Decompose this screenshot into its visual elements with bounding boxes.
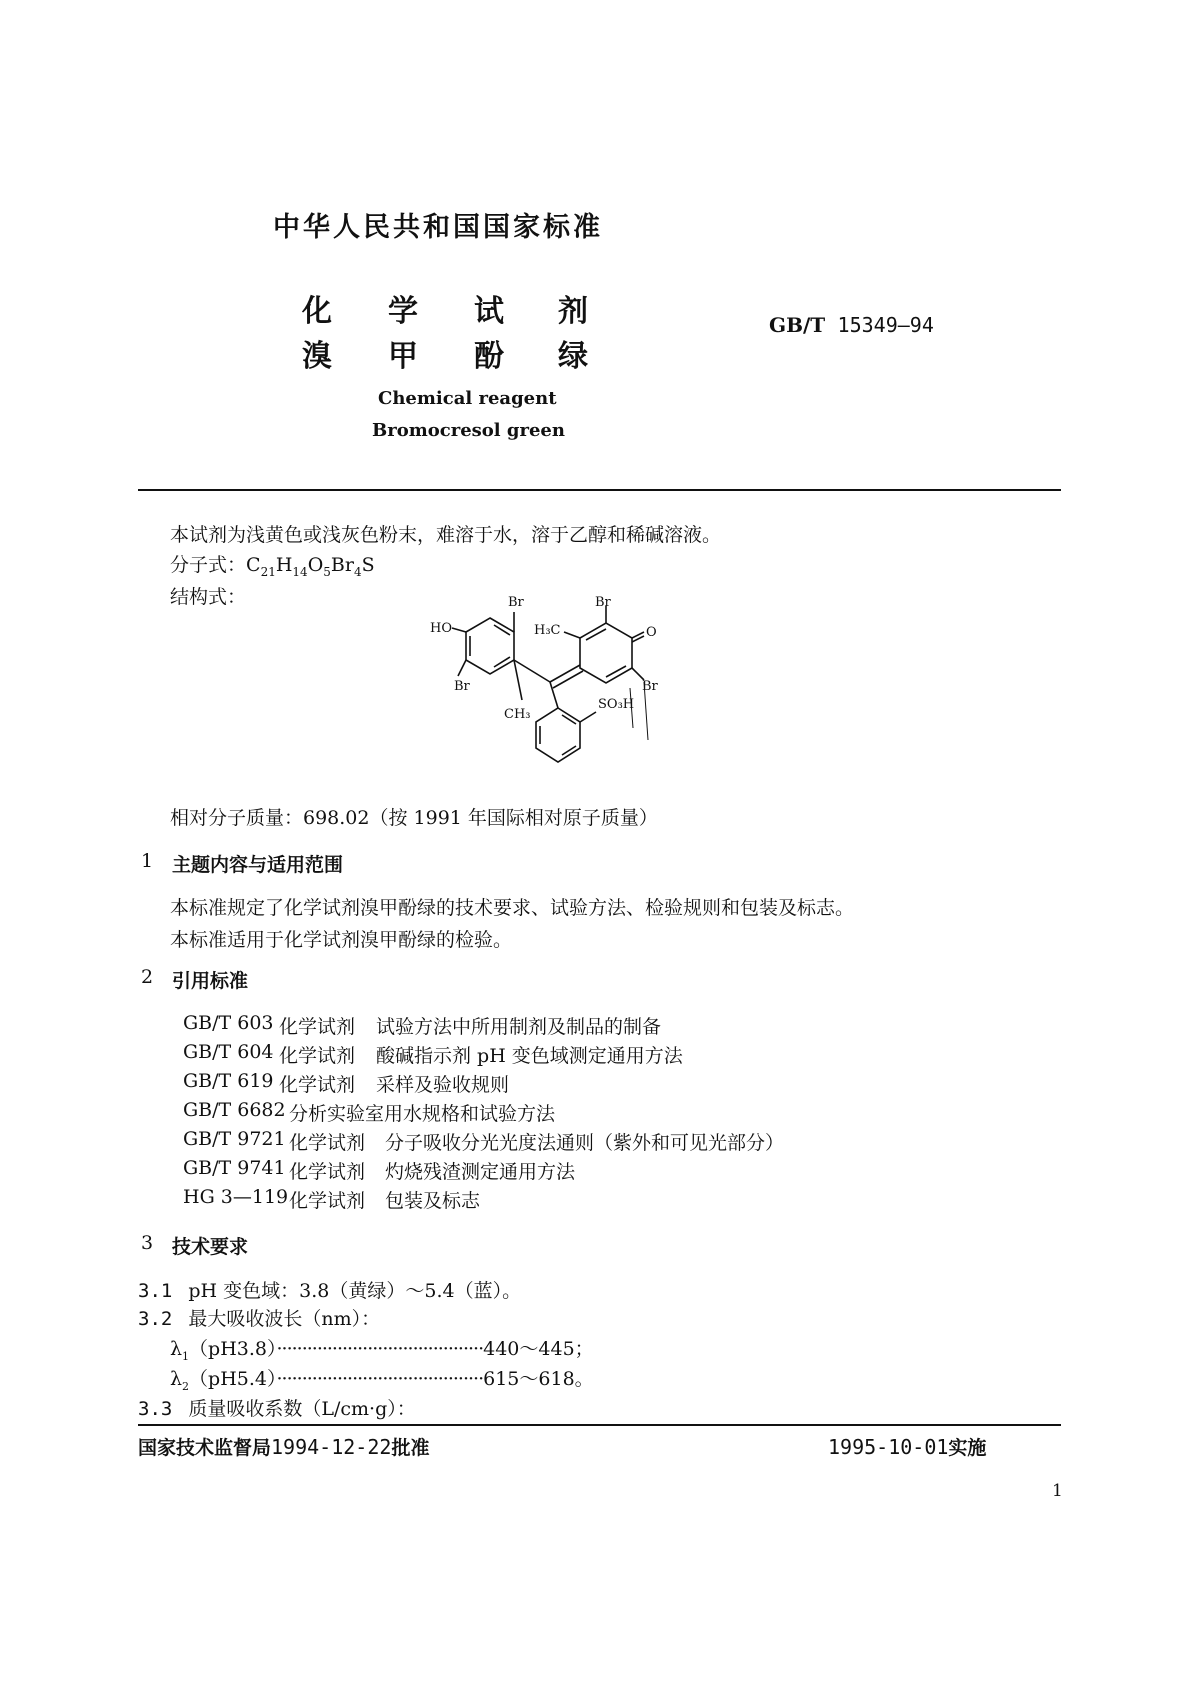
structural-formula-diagram	[430, 590, 690, 780]
lambda-symbol: λ	[170, 1368, 183, 1390]
section-number: 1	[141, 850, 154, 872]
section-number: 2	[141, 966, 154, 988]
clause-3-2	[138, 1304, 380, 1331]
reference-category: 化学试剂	[289, 1132, 366, 1154]
lambda-condition: （pH3.8）	[189, 1338, 277, 1360]
title-char: 试	[474, 294, 504, 329]
reference-code: GB/T 6682	[183, 1099, 286, 1121]
label-br: Br	[508, 595, 524, 610]
reference-category: 化学试剂	[279, 1074, 356, 1096]
lambda-value: 615～618。	[483, 1368, 594, 1390]
lambda-symbol: λ	[170, 1338, 183, 1360]
formula-subscript: 5	[323, 564, 331, 579]
header-divider	[138, 489, 1061, 491]
formula-element: C	[246, 554, 261, 576]
reference-title: 灼烧残渣测定通用方法	[385, 1161, 576, 1183]
clause-text: 最大吸收波长（nm）：	[188, 1308, 381, 1330]
label-so3h: SO₃H	[598, 697, 635, 712]
formula-element: H	[275, 554, 293, 576]
molecular-formula	[170, 550, 375, 579]
approval-date: 1994-12-22	[271, 1435, 392, 1459]
standard-prefix: GB/T	[769, 313, 826, 337]
reference-title: 分析实验室用水规格和试验方法	[289, 1103, 556, 1125]
lambda-1-row	[170, 1334, 594, 1363]
standard-number	[769, 313, 934, 337]
structure-label: 结构式：	[170, 586, 247, 608]
label-o: O	[646, 625, 657, 640]
leader-dots: ·········································	[276, 1338, 484, 1360]
section-title: 技术要求	[172, 1236, 249, 1258]
clause-number: 3.2	[138, 1308, 173, 1330]
formula-element: Br	[330, 554, 354, 576]
footer-divider	[138, 1424, 1061, 1426]
label-br: Br	[642, 679, 658, 694]
relative-molecular-mass: 相对分子质量：698.02（按 1991 年国际相对原子质量）	[170, 807, 658, 829]
title-char: 学	[388, 294, 418, 329]
reference-code: HG 3—119	[183, 1186, 289, 1208]
label-br: Br	[454, 679, 470, 694]
reference-title: 采样及验收规则	[376, 1074, 510, 1096]
clause-number: 3.3	[138, 1398, 173, 1420]
clause-3-1	[138, 1276, 521, 1303]
lambda-subscript: 2	[182, 1379, 190, 1393]
reference-title: 酸碱指示剂 pH 变色域测定通用方法	[376, 1045, 683, 1067]
section-title: 主题内容与适用范围	[172, 854, 344, 876]
reference-title: 试验方法中所用制剂及制品的制备	[376, 1016, 662, 1038]
formula-element: S	[361, 554, 375, 576]
english-title-line1: Chemical reagent	[378, 388, 557, 409]
page-number: 1	[1052, 1481, 1063, 1501]
reference-category: 化学试剂	[289, 1161, 366, 1183]
section-number: 3	[141, 1232, 154, 1254]
section-title: 引用标准	[172, 970, 249, 992]
formula-element: O	[307, 554, 324, 576]
formula-subscript: 14	[292, 564, 308, 579]
reference-category: 化学试剂	[279, 1016, 356, 1038]
implementation-date: 1995-10-01	[828, 1435, 949, 1459]
lambda-value: 440～445；	[483, 1338, 594, 1360]
section-1-para: 本标准适用于化学试剂溴甲酚绿的检验。	[170, 929, 513, 951]
reference-code: GB/T 9741	[183, 1157, 286, 1179]
label-ch3: CH₃	[504, 707, 531, 722]
lambda-2-row	[170, 1364, 594, 1393]
clause-3-3	[138, 1394, 416, 1421]
reference-code: GB/T 9721	[183, 1128, 286, 1150]
section-1-para: 本标准规定了化学试剂溴甲酚绿的技术要求、试验方法、检验规则和包装及标志。	[170, 897, 855, 919]
title-char: 酚	[474, 339, 504, 374]
title-char: 溴	[302, 339, 332, 374]
title-char: 剂	[558, 294, 588, 329]
label-ho: HO	[430, 621, 452, 636]
english-title-line2: Bromocresol green	[372, 420, 565, 441]
reference-title: 包装及标志	[385, 1190, 481, 1212]
issuing-authority: 中华人民共和国国家标准	[273, 212, 603, 243]
standard-code: 15349—94	[837, 313, 934, 337]
reagent-description: 本试剂为浅黄色或浅灰色粉末，难溶于水，溶于乙醇和稀碱溶液。	[170, 524, 722, 546]
lambda-subscript: 1	[182, 1349, 190, 1363]
formula-subscript: 21	[260, 564, 276, 579]
approval-word: 批准	[391, 1437, 430, 1459]
leader-dots: ·········································	[276, 1368, 484, 1390]
reference-code: GB/T 603	[183, 1012, 274, 1034]
reference-category: 化学试剂	[279, 1045, 356, 1067]
reference-category: 化学试剂	[289, 1190, 366, 1212]
reference-title: 分子吸收分光光度法通则（紫外和可见光部分）	[385, 1132, 785, 1154]
approval-statement	[138, 1433, 429, 1460]
approval-org: 国家技术监督局	[138, 1437, 272, 1459]
label-h3c: H₃C	[534, 623, 561, 638]
implementation-statement	[828, 1433, 986, 1460]
lambda-condition: （pH5.4）	[189, 1368, 277, 1390]
reference-code: GB/T 604	[183, 1041, 274, 1063]
reference-code: GB/T 619	[183, 1070, 274, 1092]
clause-text: 质量吸收系数（L/cm·g）：	[188, 1398, 416, 1420]
clause-number: 3.1	[138, 1280, 173, 1302]
label-br: Br	[595, 595, 611, 610]
title-char: 绿	[558, 339, 588, 374]
implementation-word: 实施	[948, 1437, 987, 1459]
formula-subscript: 4	[353, 564, 362, 579]
clause-text: pH 变色域：3.8（黄绿）～5.4（蓝）。	[188, 1280, 522, 1302]
title-char: 甲	[388, 339, 418, 374]
title-char: 化	[302, 294, 332, 329]
formula-label: 分子式：	[170, 554, 247, 576]
